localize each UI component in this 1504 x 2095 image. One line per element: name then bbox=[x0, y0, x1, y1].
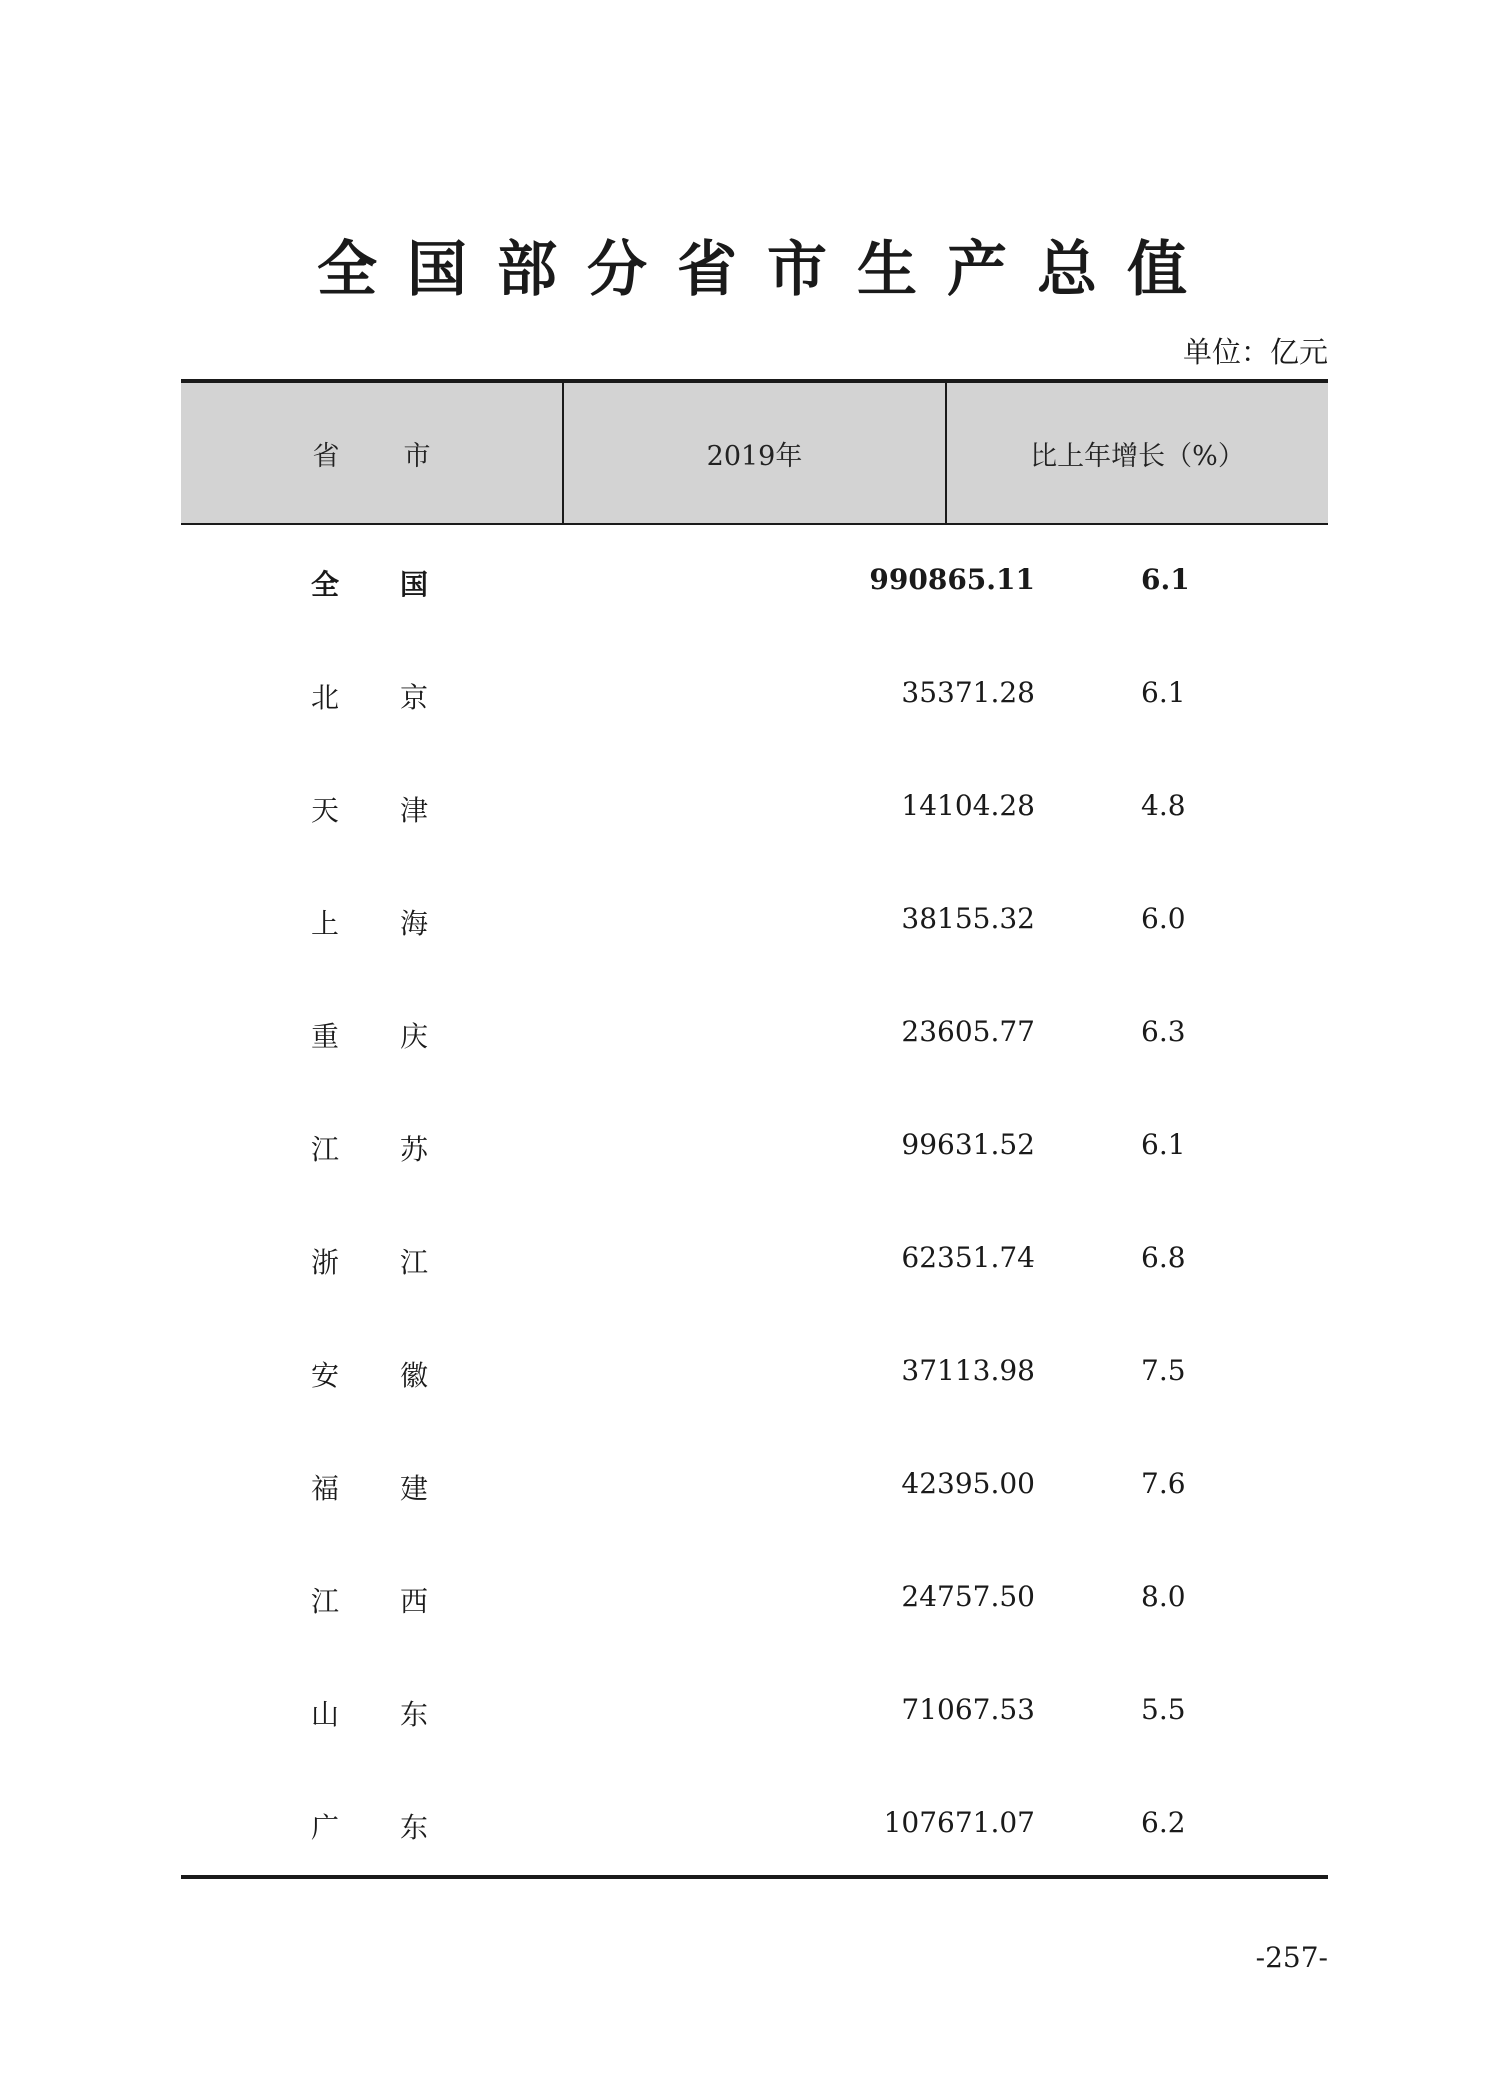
gdp-value: 23605.77 bbox=[901, 1015, 1035, 1048]
header-growth: 比上年增长（%） bbox=[945, 383, 1328, 523]
gdp-value: 107671.07 bbox=[883, 1806, 1035, 1839]
page-title: 全国部分省市生产总值 bbox=[317, 235, 1217, 305]
growth-value: 6.1 bbox=[1141, 1128, 1186, 1161]
table-row bbox=[181, 981, 1328, 1094]
table-header bbox=[181, 383, 1328, 525]
table-row bbox=[181, 1433, 1328, 1546]
gdp-value: 990865.11 bbox=[869, 563, 1035, 596]
region-name: 北京 bbox=[311, 681, 490, 714]
table-row bbox=[181, 1207, 1328, 1320]
growth-value: 6.3 bbox=[1141, 1015, 1186, 1048]
gdp-value: 38155.32 bbox=[901, 902, 1035, 935]
gdp-value: 35371.28 bbox=[901, 676, 1035, 709]
region-name: 福建 bbox=[311, 1472, 490, 1505]
growth-value: 8.0 bbox=[1141, 1580, 1186, 1613]
table-row bbox=[181, 1659, 1328, 1772]
gdp-value: 24757.50 bbox=[901, 1580, 1035, 1613]
growth-value: 6.8 bbox=[1141, 1241, 1186, 1274]
growth-value: 5.5 bbox=[1141, 1693, 1186, 1726]
table-body bbox=[181, 525, 1328, 1885]
gdp-value: 14104.28 bbox=[901, 789, 1035, 822]
growth-value: 7.6 bbox=[1141, 1467, 1186, 1500]
table-row bbox=[181, 755, 1328, 868]
growth-value: 6.1 bbox=[1141, 676, 1186, 709]
region-name: 上海 bbox=[311, 907, 490, 940]
table-row bbox=[181, 642, 1328, 755]
region-name: 江西 bbox=[311, 1585, 490, 1618]
region-name: 重庆 bbox=[311, 1020, 490, 1053]
table-row bbox=[181, 1094, 1328, 1207]
growth-value: 4.8 bbox=[1141, 789, 1186, 822]
header-gdp: 2019年 bbox=[562, 383, 945, 523]
gdp-value: 37113.98 bbox=[901, 1354, 1035, 1387]
table-row bbox=[181, 1320, 1328, 1433]
table-row bbox=[181, 529, 1328, 642]
gdp-value: 42395.00 bbox=[901, 1467, 1035, 1500]
growth-value: 6.2 bbox=[1141, 1806, 1186, 1839]
region-name: 广东 bbox=[311, 1811, 490, 1844]
region-name: 浙江 bbox=[311, 1246, 490, 1279]
gdp-value: 62351.74 bbox=[901, 1241, 1035, 1274]
growth-value: 6.0 bbox=[1141, 902, 1186, 935]
header-region: 省市 bbox=[312, 440, 495, 472]
region-name: 江苏 bbox=[311, 1133, 490, 1166]
growth-value: 7.5 bbox=[1141, 1354, 1186, 1387]
region-name: 山东 bbox=[311, 1698, 490, 1731]
unit-label: 单位：亿元 bbox=[1182, 335, 1328, 369]
region-name: 天津 bbox=[311, 794, 490, 827]
region-name: 安徽 bbox=[311, 1359, 490, 1392]
table-row bbox=[181, 1772, 1328, 1885]
table-row bbox=[181, 868, 1328, 981]
gdp-value: 99631.52 bbox=[901, 1128, 1035, 1161]
page-number: -257- bbox=[1255, 1941, 1328, 1974]
gdp-value: 71067.53 bbox=[901, 1693, 1035, 1726]
growth-value: 6.1 bbox=[1141, 563, 1190, 596]
table-bottom-rule bbox=[181, 1875, 1328, 1879]
gdp-table bbox=[181, 379, 1328, 1885]
region-name: 全国 bbox=[311, 568, 490, 601]
table-row bbox=[181, 1546, 1328, 1659]
